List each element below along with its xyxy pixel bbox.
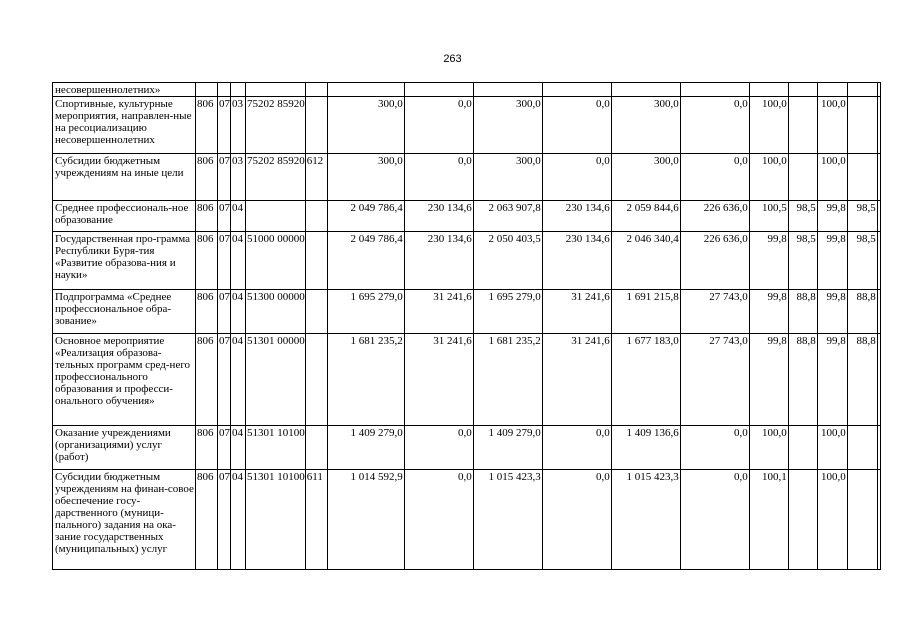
subsection-code-cell: 04 [231, 334, 246, 426]
value-cell: 31 241,6 [542, 334, 611, 426]
ministry-code-cell: 806 [196, 290, 218, 334]
value-cell: 88,8 [788, 334, 817, 426]
value-cell: 99,8 [817, 232, 847, 290]
value-cell: 1 409 279,0 [473, 426, 542, 470]
ministry-code-cell: 806 [196, 97, 218, 154]
value-cell: 0,0 [404, 154, 473, 201]
value-cell: 2 063 907,8 [473, 201, 542, 232]
value-cell [847, 97, 877, 154]
subsection-code-cell: 04 [231, 290, 246, 334]
value-cell: 230 134,6 [404, 201, 473, 232]
section-code-cell: 07 [218, 426, 231, 470]
expense-type-cell [305, 97, 327, 154]
value-cell: 100,0 [749, 154, 788, 201]
value-cell: 98,5 [847, 232, 877, 290]
value-cell: 0,0 [680, 154, 749, 201]
expense-type-cell [305, 426, 327, 470]
value-cell: 300,0 [611, 97, 680, 154]
section-code-cell: 07 [218, 154, 231, 201]
budget-table [52, 82, 881, 570]
row-name-cell: Основное мероприятие «Реализация образова-тельных программ сред-него профессионального образования и професси-онального обучения» [53, 334, 196, 426]
value-cell: 226 636,0 [680, 232, 749, 290]
value-cell [404, 83, 473, 97]
value-cell [847, 426, 877, 470]
value-cell [877, 201, 880, 232]
target-article-cell: 75202 85920 [246, 97, 306, 154]
row-name-cell: несовершеннолетних» [53, 83, 196, 97]
value-cell [847, 83, 877, 97]
value-cell: 88,8 [847, 290, 877, 334]
expense-type-cell: 611 [305, 470, 327, 570]
value-cell: 27 743,0 [680, 290, 749, 334]
value-cell: 0,0 [542, 97, 611, 154]
value-cell: 27 743,0 [680, 334, 749, 426]
value-cell: 1 409 279,0 [327, 426, 404, 470]
ministry-code-cell: 806 [196, 334, 218, 426]
ministry-code-cell [196, 83, 218, 97]
value-cell [817, 83, 847, 97]
value-cell: 226 636,0 [680, 201, 749, 232]
row-name-cell: Спортивные, культурные мероприятия, направлен-ные на ресоциализацию несовершеннолетних [53, 97, 196, 154]
value-cell: 300,0 [327, 97, 404, 154]
target-article-cell [246, 201, 306, 232]
value-cell: 31 241,6 [542, 290, 611, 334]
value-cell: 1 681 235,2 [473, 334, 542, 426]
value-cell: 1 695 279,0 [327, 290, 404, 334]
ministry-code-cell: 806 [196, 232, 218, 290]
value-cell: 2 046 340,4 [611, 232, 680, 290]
target-article-cell: 51301 10100 [246, 470, 306, 570]
value-cell: 0,0 [542, 470, 611, 570]
value-cell: 1 691 215,8 [611, 290, 680, 334]
value-cell [788, 83, 817, 97]
table-row [53, 426, 881, 470]
section-code-cell: 07 [218, 97, 231, 154]
value-cell [788, 154, 817, 201]
subsection-code-cell: 04 [231, 232, 246, 290]
value-cell: 31 241,6 [404, 334, 473, 426]
value-cell: 300,0 [473, 97, 542, 154]
value-cell: 100,5 [749, 201, 788, 232]
value-cell: 0,0 [404, 470, 473, 570]
ministry-code-cell: 806 [196, 154, 218, 201]
value-cell: 0,0 [542, 154, 611, 201]
table-row [53, 83, 881, 97]
section-code-cell: 07 [218, 470, 231, 570]
value-cell [877, 154, 880, 201]
expense-type-cell [305, 334, 327, 426]
value-cell [611, 83, 680, 97]
target-article-cell: 75202 85920 [246, 154, 306, 201]
value-cell: 300,0 [611, 154, 680, 201]
value-cell: 1 409 136,6 [611, 426, 680, 470]
value-cell: 230 134,6 [404, 232, 473, 290]
value-cell: 0,0 [680, 426, 749, 470]
target-article-cell: 51300 00000 [246, 290, 306, 334]
value-cell: 300,0 [473, 154, 542, 201]
ministry-code-cell: 806 [196, 426, 218, 470]
value-cell: 230 134,6 [542, 201, 611, 232]
subsection-code-cell: 04 [231, 470, 246, 570]
value-cell: 99,8 [749, 334, 788, 426]
subsection-code-cell [231, 83, 246, 97]
row-name-cell: Оказание учреждениями (организациями) услуг (работ) [53, 426, 196, 470]
ministry-code-cell: 806 [196, 201, 218, 232]
table-row [53, 470, 881, 570]
value-cell [542, 83, 611, 97]
value-cell: 88,8 [847, 334, 877, 426]
value-cell: 99,8 [749, 232, 788, 290]
value-cell: 2 049 786,4 [327, 201, 404, 232]
value-cell: 1 695 279,0 [473, 290, 542, 334]
value-cell [877, 83, 880, 97]
value-cell: 100,0 [817, 426, 847, 470]
section-code-cell: 07 [218, 334, 231, 426]
expense-type-cell [305, 201, 327, 232]
value-cell: 98,5 [788, 232, 817, 290]
value-cell [877, 290, 880, 334]
row-name-cell: Государственная про-грамма Республики Буря-тия «Развитие образова-ния и науки» [53, 232, 196, 290]
value-cell [877, 232, 880, 290]
expense-type-cell [305, 232, 327, 290]
value-cell: 1 677 183,0 [611, 334, 680, 426]
table-row [53, 154, 881, 201]
value-cell [877, 426, 880, 470]
value-cell [877, 470, 880, 570]
value-cell [680, 83, 749, 97]
section-code-cell: 07 [218, 290, 231, 334]
value-cell [877, 97, 880, 154]
expense-type-cell: 612 [305, 154, 327, 201]
value-cell: 88,8 [788, 290, 817, 334]
value-cell: 99,8 [817, 334, 847, 426]
value-cell: 99,8 [817, 290, 847, 334]
subsection-code-cell: 03 [231, 154, 246, 201]
value-cell: 0,0 [680, 470, 749, 570]
row-name-cell: Субсидии бюджетным учреждениям на иные цели [53, 154, 196, 201]
subsection-code-cell: 04 [231, 426, 246, 470]
value-cell: 100,0 [749, 426, 788, 470]
value-cell: 99,8 [749, 290, 788, 334]
page-number: 263 [443, 53, 462, 65]
target-article-cell [246, 83, 306, 97]
value-cell: 100,0 [817, 154, 847, 201]
value-cell: 31 241,6 [404, 290, 473, 334]
value-cell: 0,0 [404, 426, 473, 470]
value-cell: 99,8 [817, 201, 847, 232]
value-cell [847, 154, 877, 201]
value-cell: 1 681 235,2 [327, 334, 404, 426]
subsection-code-cell: 03 [231, 97, 246, 154]
target-article-cell: 51301 10100 [246, 426, 306, 470]
value-cell [473, 83, 542, 97]
table-row [53, 334, 881, 426]
value-cell [877, 334, 880, 426]
value-cell: 100,1 [749, 470, 788, 570]
value-cell: 300,0 [327, 154, 404, 201]
value-cell [788, 426, 817, 470]
value-cell: 230 134,6 [542, 232, 611, 290]
value-cell: 100,0 [749, 97, 788, 154]
row-name-cell: Субсидии бюджетным учреждениям на финан-совое обеспечение госу-дарственного (муници-пального) задания на ока-зание государственных (муниципальных) услуг [53, 470, 196, 570]
value-cell: 2 049 786,4 [327, 232, 404, 290]
value-cell: 0,0 [680, 97, 749, 154]
target-article-cell: 51000 00000 [246, 232, 306, 290]
value-cell [788, 470, 817, 570]
table-row [53, 290, 881, 334]
section-code-cell: 07 [218, 232, 231, 290]
value-cell: 0,0 [542, 426, 611, 470]
table-row [53, 97, 881, 154]
value-cell [847, 470, 877, 570]
value-cell: 98,5 [788, 201, 817, 232]
value-cell: 100,0 [817, 97, 847, 154]
row-name-cell: Среднее профессиональ-ное образование [53, 201, 196, 232]
subsection-code-cell: 04 [231, 201, 246, 232]
value-cell [749, 83, 788, 97]
section-code-cell: 07 [218, 201, 231, 232]
value-cell: 100,0 [817, 470, 847, 570]
value-cell: 2 059 844,6 [611, 201, 680, 232]
value-cell: 2 050 403,5 [473, 232, 542, 290]
value-cell: 1 015 423,3 [611, 470, 680, 570]
expense-type-cell [305, 290, 327, 334]
expense-type-cell [305, 83, 327, 97]
ministry-code-cell: 806 [196, 470, 218, 570]
table-body [53, 83, 881, 570]
value-cell [788, 97, 817, 154]
table-row [53, 232, 881, 290]
value-cell [327, 83, 404, 97]
value-cell: 1 014 592,9 [327, 470, 404, 570]
value-cell: 98,5 [847, 201, 877, 232]
section-code-cell [218, 83, 231, 97]
value-cell: 1 015 423,3 [473, 470, 542, 570]
row-name-cell: Подпрограмма «Среднее профессиональное обра-зование» [53, 290, 196, 334]
target-article-cell: 51301 00000 [246, 334, 306, 426]
table-row [53, 201, 881, 232]
value-cell: 0,0 [404, 97, 473, 154]
